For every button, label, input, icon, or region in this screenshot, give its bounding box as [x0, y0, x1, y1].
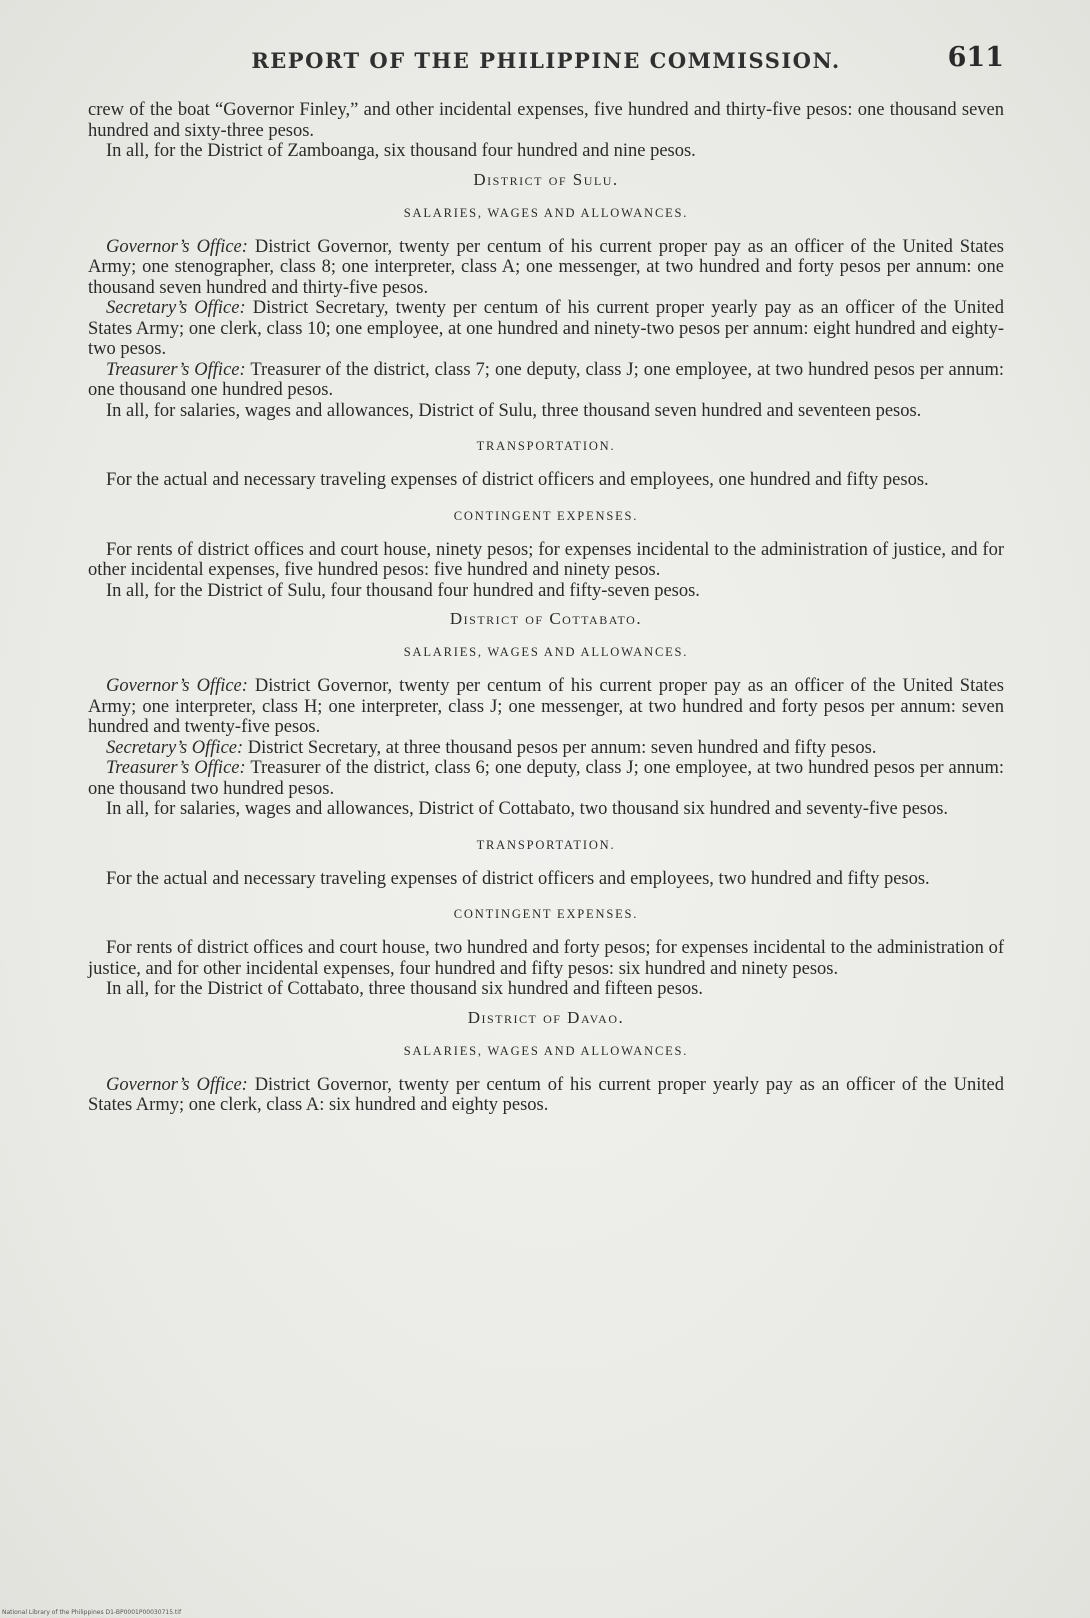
sulu-transportation-heading: TRANSPORTATION. — [476, 439, 616, 453]
page-number: 611 — [947, 42, 1004, 73]
sulu-transportation-text: For the actual and necessary traveling expenses of district officers and employees, one hundred and fifty pesos. — [106, 470, 929, 490]
cottabato-treasurer-label: Treasurer’s Office: — [106, 758, 246, 778]
sulu-contingent-text: For rents of district offices and court house, ninety pesos; for expenses incidental to the administration of justice, and for other incidental expenses, five hundred pesos: five hundred and ninety pesos. — [88, 539, 1004, 580]
cottabato-transportation-heading: TRANSPORTATION. — [476, 837, 616, 852]
cottabato-treasurer-office — [88, 758, 1004, 799]
cottabato-contingent-text: For rents of district offices and court house, two hundred and forty pesos; for expenses incidental to the administration of justice, and for other incidental expenses, four hundred and fifty pesos: six hundred and ninety pesos. — [88, 938, 1004, 979]
page-body — [88, 100, 1004, 1116]
cottabato-governor-label: Governor’s Office: — [106, 676, 248, 696]
sulu-treasurer-text: Treasurer of the district, class 7; one deputy, class J; one employee, at two hundred pesos per annum: one thousand one hundred pesos. — [88, 359, 1005, 400]
page-header — [88, 42, 1004, 82]
sulu-salaries-total: In all, for salaries, wages and allowances, District of Sulu, three thousand seven hundred and seventeen pesos. — [106, 400, 922, 421]
sulu-treasurer-label: Treasurer’s Office: — [106, 359, 246, 380]
district-heading-davao: District of Davao. — [467, 1007, 625, 1027]
davao-salaries-heading: SALARIES, WAGES AND ALLOWANCES. — [403, 1043, 689, 1058]
cottabato-secretary-label: Secretary’s Office: — [106, 737, 244, 758]
davao-governor-label: Governor’s Office: — [106, 1074, 248, 1095]
sulu-contingent-heading: CONTINGENT EXPENSES. — [453, 508, 639, 523]
district-heading-sulu: District of Sulu. — [473, 169, 619, 189]
davao-governor-office — [88, 1075, 1004, 1116]
cottabato-governor-office — [88, 676, 1004, 738]
zamboanga-continuation: crew of the boat “Governor Finley,” and other incidental expenses, five hundred and thirty-five pesos: one thousand seven hundred and sixty-three pesos. — [88, 100, 1004, 141]
cottabato-secretary-office — [88, 738, 1004, 759]
sulu-secretary-text: District Secretary, twenty per centum of his current proper yearly pay as an officer of the United States Army; one clerk, class 10; one employee, at one hundred and ninety-two pesos per annum: eight hundred and eighty-two pesos. — [88, 298, 1004, 359]
sulu-secretary-office — [88, 298, 1004, 360]
sulu-governor-label: Governor’s Office: — [106, 236, 248, 257]
district-heading-cottabato: District of Cottabato. — [449, 609, 643, 628]
cottabato-treasurer-text: Treasurer of the district, class 6; one deputy, class J; one employee, at two hundred pesos per annum: one thousand two hundred pesos. — [88, 758, 1005, 799]
scan-source-footer: National Library of the Philippines D1-BP0001P00030715.tif — [2, 1609, 182, 1616]
zamboanga-total: In all, for the District of Zamboanga, six thousand four hundred and nine pesos. — [106, 141, 696, 161]
cottabato-total: In all, for the District of Cottabato, three thousand six hundred and fifteen pesos. — [106, 979, 703, 999]
sulu-governor-text: District Governor, twenty per centum of his current proper pay as an officer of the United States Army; one stenographer, class 8; one interpreter, class A; one messenger, at two hundred and forty pesos per annum: one thousand seven hundred and thirty-five pesos. — [88, 236, 1004, 298]
cottabato-contingent-heading: CONTINGENT EXPENSES. — [453, 907, 639, 921]
cottabato-salaries-total: In all, for salaries, wages and allowances, District of Cottabato, two thousand six hundred and seventy-five pesos. — [106, 799, 949, 819]
cottabato-governor-text: District Governor, twenty per centum of his current proper pay as an officer of the United States Army; one interpreter, class H; one interpreter, class J; one messenger, at two hundred and forty pesos per annum: seven hundred and twenty-five pesos. — [88, 676, 1004, 737]
cottabato-secretary-text: District Secretary, at three thousand pesos per annum: seven hundred and fifty pesos. — [243, 737, 877, 758]
sulu-secretary-label: Secretary’s Office: — [106, 298, 246, 318]
running-title: REPORT OF THE PHILIPPINE COMMISSION. — [251, 48, 841, 73]
sulu-governor-office — [88, 237, 1004, 299]
sulu-treasurer-office — [88, 360, 1004, 401]
cottabato-salaries-heading: SALARIES, WAGES AND ALLOWANCES. — [403, 645, 689, 659]
davao-governor-text: District Governor, twenty per centum of his current proper yearly pay as an officer of the United States Army; one clerk, class A: six hundred and eighty pesos. — [88, 1074, 1004, 1115]
sulu-total: In all, for the District of Sulu, four thousand four hundred and fifty-seven pesos. — [106, 580, 700, 601]
cottabato-transportation-text: For the actual and necessary traveling expenses of district officers and employees, two hundred and fifty pesos. — [106, 868, 930, 889]
sulu-salaries-heading: SALARIES, WAGES AND ALLOWANCES. — [403, 205, 689, 220]
